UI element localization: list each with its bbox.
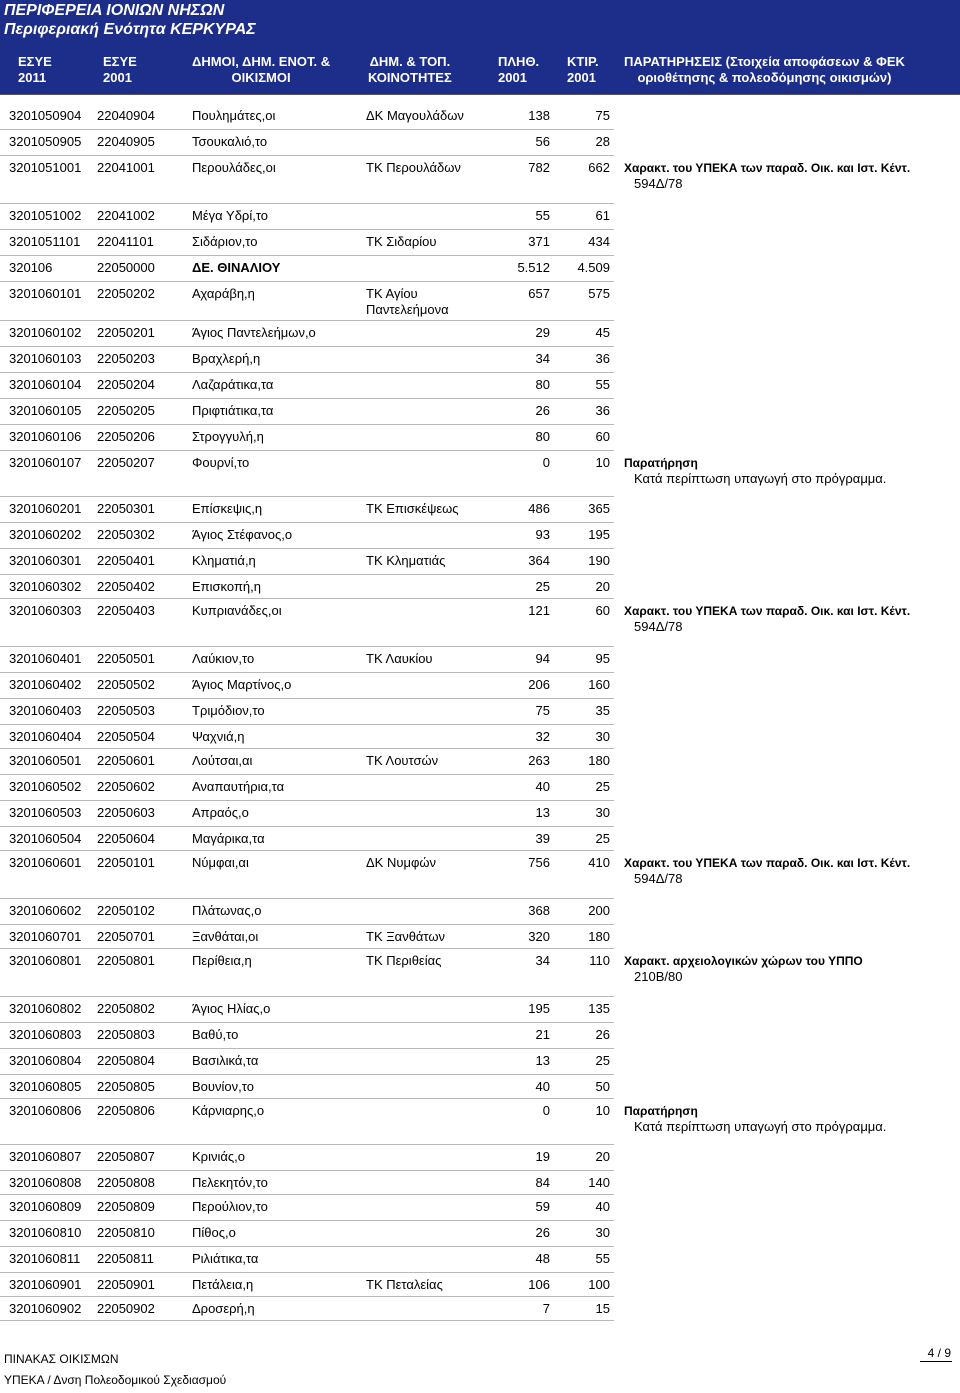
- settlement-name: Βασιλικά,τα: [192, 1053, 259, 1068]
- column-header-line: ΕΣΥΕ: [18, 54, 52, 69]
- code-2011: 3201060403: [9, 703, 82, 718]
- code-2001: 22040905: [97, 134, 155, 149]
- population-2001: 26: [535, 403, 550, 418]
- row-separator: [0, 1194, 614, 1195]
- code-2011: 3201060106: [9, 429, 82, 444]
- code-2011: 3201060404: [9, 729, 82, 744]
- settlement-name: Πουλημάτες,οι: [192, 108, 276, 123]
- population-2001: 40: [535, 779, 550, 794]
- community-name: ΔΚ Μαγουλάδων: [366, 108, 464, 123]
- column-header-line: 2011: [18, 70, 47, 85]
- row-separator: [0, 850, 614, 851]
- code-2011: 3201060401: [9, 651, 82, 666]
- settlement-name: Ψαχνιά,η: [192, 729, 245, 744]
- code-2001: 22050811: [97, 1251, 154, 1266]
- code-2011: 3201060701: [9, 929, 82, 944]
- row-separator: [0, 826, 614, 827]
- settlement-name: Στρογγυλή,η: [192, 429, 264, 444]
- code-2011: 320106: [9, 260, 53, 275]
- settlement-name: Άγιος Στέφανος,ο: [192, 527, 293, 542]
- settlement-name: Άγιος Παντελεήμων,ο: [192, 325, 316, 340]
- code-2001: 22050810: [97, 1225, 155, 1240]
- code-2011: 3201060811: [9, 1251, 81, 1266]
- buildings-2001: 180: [588, 753, 610, 768]
- population-2001: 80: [535, 377, 550, 392]
- code-2011: 3201060806: [9, 1103, 82, 1118]
- population-2001: 34: [535, 953, 550, 968]
- community-name: ΤΚ Πεταλείας: [366, 1277, 443, 1292]
- remark-detail: Κατά περίπτωση υπαγωγή στο πρόγραμμα.: [634, 1119, 887, 1134]
- code-2001: 22041002: [97, 208, 155, 223]
- code-2011: 3201060803: [9, 1027, 82, 1042]
- settlement-name: Περίθεια,η: [192, 953, 252, 968]
- code-2011: 3201051101: [9, 234, 81, 249]
- code-2011: 3201060104: [9, 377, 82, 392]
- settlement-name: Μέγα Υδρί,το: [192, 208, 269, 223]
- row-separator: [0, 646, 614, 647]
- remark-title: Παρατήρηση: [624, 1104, 698, 1118]
- buildings-2001: 25: [595, 1053, 610, 1068]
- code-2001: 22050806: [97, 1103, 155, 1118]
- row-separator: [0, 398, 614, 399]
- code-2001: 22050102: [97, 903, 155, 918]
- buildings-2001: 575: [588, 286, 610, 301]
- column-header-line: ΚΤΙΡ.: [567, 54, 599, 69]
- population-2001: 32: [535, 729, 550, 744]
- population-2001: 40: [535, 1079, 550, 1094]
- settlement-name: Άγιος Ηλίας,ο: [192, 1001, 271, 1016]
- population-2001: 368: [528, 903, 550, 918]
- code-2001: 22050301: [97, 501, 155, 516]
- settlement-name: Μαγάρικα,τα: [192, 831, 265, 846]
- buildings-2001: 20: [595, 1149, 610, 1164]
- buildings-2001: 26: [595, 1027, 610, 1042]
- population-2001: 48: [535, 1251, 550, 1266]
- code-2001: 22050503: [97, 703, 155, 718]
- buildings-2001: 365: [588, 501, 610, 516]
- population-2001: 56: [535, 134, 550, 149]
- population-2001: 0: [542, 455, 550, 470]
- row-separator: [0, 574, 614, 575]
- row-separator: [0, 898, 614, 899]
- row-separator: [0, 698, 614, 699]
- population-2001: 782: [528, 160, 550, 175]
- code-2001: 22050501: [97, 651, 155, 666]
- population-2001: 19: [535, 1149, 550, 1164]
- code-2011: 3201050905: [9, 134, 82, 149]
- population-2001: 13: [535, 1053, 550, 1068]
- remark-detail: 594Δ/78: [634, 176, 683, 191]
- row-separator: [0, 948, 614, 949]
- remark-title: Χαρακτ. του ΥΠΕΚΑ των παραδ. Οικ. και Ιστ. Κέντ.: [624, 604, 911, 618]
- remark-title: Χαρακτ. αρχειολογικών χώρων του ΥΠΠΟ: [624, 954, 863, 968]
- buildings-2001: 434: [588, 234, 610, 249]
- row-separator: [0, 424, 614, 425]
- code-2001: 22050402: [97, 579, 155, 594]
- code-2001: 22040904: [97, 108, 155, 123]
- population-2001: 75: [535, 703, 550, 718]
- settlement-name: Λαύκιον,το: [192, 651, 255, 666]
- settlement-name: Λούτσαι,αι: [192, 753, 253, 768]
- row-separator: [0, 1272, 614, 1273]
- buildings-2001: 95: [595, 651, 610, 666]
- community-name: ΤΚ Επισκέψεως: [366, 501, 459, 516]
- row-separator: [0, 450, 614, 451]
- remark-detail: 594Δ/78: [634, 619, 683, 634]
- population-2001: 55: [535, 208, 550, 223]
- row-separator: [0, 800, 614, 801]
- population-2001: 26: [535, 1225, 550, 1240]
- code-2001: 22050803: [97, 1027, 155, 1042]
- community-name: ΤΚ Λουτσών: [366, 753, 439, 768]
- code-2011: 3201060601: [9, 855, 82, 870]
- row-separator: [0, 522, 614, 523]
- column-header-line: ΕΣΥΕ: [103, 54, 137, 69]
- code-2011: 3201060902: [9, 1301, 82, 1316]
- buildings-2001: 135: [588, 1001, 610, 1016]
- settlement-name: Αναπαυτήρια,τα: [192, 779, 285, 794]
- settlement-name: Περούλιον,το: [192, 1199, 268, 1214]
- row-separator: [0, 346, 614, 347]
- code-2001: 22041001: [97, 160, 155, 175]
- code-2001: 22050805: [97, 1079, 155, 1094]
- row-separator: [0, 1296, 614, 1297]
- row-separator: [0, 748, 614, 749]
- settlement-name: Βαθύ,το: [192, 1027, 239, 1042]
- footer-department: ΥΠΕΚΑ / Δνση Πολεοδομικού Σχεδιασμού: [4, 1373, 227, 1387]
- settlement-name: Πετάλεια,η: [192, 1277, 254, 1292]
- code-2001: 22050804: [97, 1053, 155, 1068]
- population-2001: 13: [535, 805, 550, 820]
- community-name: ΤΚ Αγίου: [366, 286, 418, 301]
- settlement-name: Φουρνί,το: [192, 455, 250, 470]
- settlement-name: Λαζαράτικα,τα: [192, 377, 274, 392]
- code-2001: 22050403: [97, 603, 155, 618]
- row-separator: [0, 1220, 614, 1221]
- settlement-name: Τριμόδιον,το: [192, 703, 265, 718]
- buildings-2001: 61: [595, 208, 610, 223]
- buildings-2001: 28: [595, 134, 610, 149]
- code-2011: 3201060801: [9, 953, 82, 968]
- settlement-name: Σιδάριον,το: [192, 234, 258, 249]
- community-name: ΤΚ Κληματιάς: [366, 553, 446, 568]
- buildings-2001: 10: [595, 1103, 610, 1118]
- column-header-line: ΔΗΜ. & ΤΟΠ.: [369, 54, 451, 69]
- code-2011: 3201060502: [9, 779, 82, 794]
- code-2001: 22050206: [97, 429, 155, 444]
- column-header-line: ΚΟΙΝΟΤΗΤΕΣ: [368, 70, 452, 85]
- code-2001: 22050802: [97, 1001, 155, 1016]
- population-2001: 138: [528, 108, 550, 123]
- row-separator: [0, 1048, 614, 1049]
- remark-detail: 210Β/80: [634, 969, 683, 984]
- row-separator: [0, 1074, 614, 1075]
- row-separator: [0, 724, 614, 725]
- row-separator: [0, 1098, 614, 1099]
- buildings-2001: 30: [595, 805, 610, 820]
- settlement-name: Τσουκαλιό,το: [192, 134, 268, 149]
- population-2001: 320: [528, 929, 550, 944]
- population-2001: 39: [535, 831, 550, 846]
- code-2001: 22050000: [97, 260, 155, 275]
- row-separator: [0, 281, 614, 282]
- settlement-name: Πελεκητόν,το: [192, 1175, 268, 1190]
- row-separator: [0, 372, 614, 373]
- row-separator: [0, 1246, 614, 1247]
- code-2011: 3201060802: [9, 1001, 82, 1016]
- settlement-name: Ριλιάτικα,τα: [192, 1251, 259, 1266]
- settlement-name: Κυπριανάδες,οι: [192, 603, 282, 618]
- settlement-name: Πριφτιάτικα,τα: [192, 403, 274, 418]
- buildings-2001: 75: [595, 108, 610, 123]
- community-name-line2: Παντελεήμονα: [366, 302, 449, 317]
- column-header-line: 2001: [567, 70, 596, 85]
- code-2011: 3201060901: [9, 1277, 82, 1292]
- column-header-line: οριοθέτησης & πολεοδόμησης οικισμών): [637, 70, 892, 85]
- column-header-line: ΔΗΜΟΙ, ΔΗΜ. ΕΝΟΤ. &: [192, 54, 331, 69]
- population-2001: 486: [528, 501, 550, 516]
- column-header-line: ΠΑΡΑΤΗΡΗΣΕΙΣ (Στοιχεία αποφάσεων & ΦΕΚ: [624, 54, 905, 69]
- row-separator: [0, 320, 614, 321]
- code-2001: 22050604: [97, 831, 155, 846]
- settlement-name: Επίσκεψις,η: [192, 501, 263, 516]
- buildings-2001: 60: [595, 603, 610, 618]
- unit-title: Περιφεριακή Ενότητα ΚΕΡΚΥΡΑΣ: [4, 21, 256, 38]
- code-2001: 22050202: [97, 286, 155, 301]
- population-2001: 93: [535, 527, 550, 542]
- buildings-2001: 195: [588, 527, 610, 542]
- row-separator: [0, 1144, 614, 1145]
- remark-detail: Κατά περίπτωση υπαγωγή στο πρόγραμμα.: [634, 471, 887, 486]
- code-2001: 22050602: [97, 779, 155, 794]
- settlement-name: Δροσερή,η: [192, 1301, 255, 1316]
- row-separator: [0, 496, 614, 497]
- row-separator: [0, 672, 614, 673]
- remark-title: Χαρακτ. του ΥΠΕΚΑ των παραδ. Οικ. και Ιστ. Κέντ.: [624, 161, 911, 175]
- buildings-2001: 40: [595, 1199, 610, 1214]
- settlement-name: Βουνίον,το: [192, 1079, 254, 1094]
- row-separator: [0, 155, 614, 156]
- code-2011: 3201060107: [9, 455, 82, 470]
- code-2011: 3201060501: [9, 753, 82, 768]
- row-separator: [0, 1320, 614, 1321]
- code-2001: 22050204: [97, 377, 155, 392]
- page-number: 4 / 9: [927, 1346, 951, 1360]
- code-2001: 22050203: [97, 351, 155, 366]
- population-2001: 106: [528, 1277, 550, 1292]
- settlement-name: Περουλάδες,οι: [192, 160, 276, 175]
- code-2001: 22050902: [97, 1301, 155, 1316]
- population-2001: 195: [528, 1001, 550, 1016]
- buildings-2001: 55: [595, 377, 610, 392]
- code-2011: 3201060602: [9, 903, 82, 918]
- community-name: ΤΚ Λαυκίου: [366, 651, 433, 666]
- buildings-2001: 30: [595, 729, 610, 744]
- population-2001: 84: [535, 1175, 550, 1190]
- code-2001: 22050701: [97, 929, 155, 944]
- code-2011: 3201060303: [9, 603, 82, 618]
- settlement-name: Κάρνιαρης,ο: [192, 1103, 265, 1118]
- community-name: ΔΚ Νυμφών: [366, 855, 437, 870]
- population-2001: 34: [535, 351, 550, 366]
- buildings-2001: 36: [595, 403, 610, 418]
- code-2011: 3201050904: [9, 108, 82, 123]
- population-2001: 364: [528, 553, 550, 568]
- code-2011: 3201060105: [9, 403, 82, 418]
- buildings-2001: 180: [588, 929, 610, 944]
- buildings-2001: 100: [588, 1277, 610, 1292]
- code-2011: 3201060809: [9, 1199, 82, 1214]
- footer-table-name: ΠΙΝΑΚΑΣ ΟΙΚΙΣΜΩΝ: [4, 1352, 119, 1366]
- code-2011: 3201060101: [9, 286, 82, 301]
- population-2001: 756: [528, 855, 550, 870]
- buildings-2001: 25: [595, 779, 610, 794]
- population-2001: 657: [528, 286, 550, 301]
- row-separator: [0, 129, 614, 130]
- code-2001: 22050205: [97, 403, 155, 418]
- population-2001: 29: [535, 325, 550, 340]
- settlement-name: Βραχλερή,η: [192, 351, 261, 366]
- buildings-2001: 10: [595, 455, 610, 470]
- row-separator: [0, 548, 614, 549]
- code-2001: 22050207: [97, 455, 155, 470]
- code-2011: 3201060102: [9, 325, 82, 340]
- code-2011: 3201060807: [9, 1149, 82, 1164]
- code-2001: 22050603: [97, 805, 155, 820]
- buildings-2001: 15: [595, 1301, 610, 1316]
- population-2001: 5.512: [517, 260, 550, 275]
- remark-title: Χαρακτ. του ΥΠΕΚΑ των παραδ. Οικ. και Ιστ. Κέντ.: [624, 856, 911, 870]
- population-2001: 25: [535, 579, 550, 594]
- code-2011: 3201051002: [9, 208, 82, 223]
- population-2001: 21: [535, 1027, 550, 1042]
- code-2011: 3201060301: [9, 553, 82, 568]
- buildings-2001: 110: [589, 953, 610, 968]
- population-2001: 121: [528, 603, 550, 618]
- code-2001: 22050801: [97, 953, 155, 968]
- buildings-2001: 25: [595, 831, 610, 846]
- code-2001: 22050502: [97, 677, 155, 692]
- column-header-line: 2001: [498, 70, 527, 85]
- population-2001: 371: [528, 234, 550, 249]
- buildings-2001: 60: [595, 429, 610, 444]
- buildings-2001: 4.509: [577, 260, 610, 275]
- row-separator: [0, 774, 614, 775]
- code-2011: 3201060808: [9, 1175, 82, 1190]
- footer-divider: [920, 1361, 952, 1362]
- community-name: ΤΚ Περουλάδων: [366, 160, 461, 175]
- population-2001: 94: [535, 651, 550, 666]
- population-2001: 80: [535, 429, 550, 444]
- code-2001: 22050808: [97, 1175, 155, 1190]
- settlement-name: ΔΕ. ΘΙΝΑΛΙΟΥ: [192, 260, 281, 275]
- population-2001: 59: [535, 1199, 550, 1214]
- remark-detail: 594Δ/78: [634, 871, 683, 886]
- settlement-name: Πίθος,ο: [192, 1225, 236, 1240]
- row-separator: [0, 1022, 614, 1023]
- column-header-line: ΠΛΗΘ.: [498, 54, 540, 69]
- region-title: ΠΕΡΙΦΕΡΕΙΑ ΙΟΝΙΩΝ ΝΗΣΩΝ: [4, 2, 225, 19]
- remark-title: Παρατήρηση: [624, 456, 698, 470]
- buildings-2001: 140: [588, 1175, 610, 1190]
- code-2011: 3201060810: [9, 1225, 82, 1240]
- code-2001: 22050504: [97, 729, 155, 744]
- settlement-name: Αχαράβη,η: [192, 286, 255, 301]
- row-separator: [0, 255, 614, 256]
- code-2001: 22050809: [97, 1199, 155, 1214]
- code-2001: 22050901: [97, 1277, 155, 1292]
- population-2001: 263: [528, 753, 550, 768]
- column-header-line: 2001: [103, 70, 132, 85]
- row-separator: [0, 229, 614, 230]
- settlement-name: Πλάτωνας,ο: [192, 903, 262, 918]
- settlement-name: Κληματιά,η: [192, 553, 256, 568]
- buildings-2001: 410: [588, 855, 610, 870]
- row-separator: [0, 1170, 614, 1171]
- buildings-2001: 45: [595, 325, 610, 340]
- community-name: ΤΚ Ξανθάτων: [366, 929, 446, 944]
- population-2001: 0: [542, 1103, 550, 1118]
- buildings-2001: 200: [588, 903, 610, 918]
- code-2001: 22050401: [97, 553, 155, 568]
- code-2001: 22050601: [97, 753, 155, 768]
- buildings-2001: 35: [595, 703, 610, 718]
- row-separator: [0, 996, 614, 997]
- code-2011: 3201060103: [9, 351, 82, 366]
- settlement-name: Άγιος Μαρτίνος,ο: [192, 677, 292, 692]
- code-2011: 3201060302: [9, 579, 82, 594]
- buildings-2001: 50: [595, 1079, 610, 1094]
- code-2011: 3201051001: [9, 160, 82, 175]
- column-header-line: ΟΙΚΙΣΜΟΙ: [231, 70, 291, 85]
- code-2001: 22050302: [97, 527, 155, 542]
- code-2011: 3201060504: [9, 831, 82, 846]
- buildings-2001: 662: [588, 160, 610, 175]
- code-2011: 3201060201: [9, 501, 82, 516]
- community-name: ΤΚ Περιθείας: [366, 953, 442, 968]
- code-2011: 3201060402: [9, 677, 82, 692]
- code-2001: 22041101: [97, 234, 154, 249]
- buildings-2001: 190: [588, 553, 610, 568]
- code-2011: 3201060202: [9, 527, 82, 542]
- settlement-name: Επισκοπή,η: [192, 579, 261, 594]
- code-2001: 22050101: [97, 855, 155, 870]
- buildings-2001: 160: [588, 677, 610, 692]
- buildings-2001: 20: [595, 579, 610, 594]
- population-2001: 206: [528, 677, 550, 692]
- buildings-2001: 55: [595, 1251, 610, 1266]
- code-2001: 22050807: [97, 1149, 155, 1164]
- settlement-name: Νύμφαι,αι: [192, 855, 249, 870]
- code-2011: 3201060804: [9, 1053, 82, 1068]
- code-2011: 3201060503: [9, 805, 82, 820]
- settlement-name: Απραός,ο: [192, 805, 249, 820]
- settlement-name: Κρινιάς,ο: [192, 1149, 245, 1164]
- row-separator: [0, 598, 614, 599]
- buildings-2001: 30: [595, 1225, 610, 1240]
- row-separator: [0, 924, 614, 925]
- community-name: ΤΚ Σιδαρίου: [366, 234, 437, 249]
- settlement-name: Ξανθάται,οι: [192, 929, 259, 944]
- code-2001: 22050201: [97, 325, 155, 340]
- buildings-2001: 36: [595, 351, 610, 366]
- code-2011: 3201060805: [9, 1079, 82, 1094]
- row-separator: [0, 203, 614, 204]
- population-2001: 7: [542, 1301, 550, 1316]
